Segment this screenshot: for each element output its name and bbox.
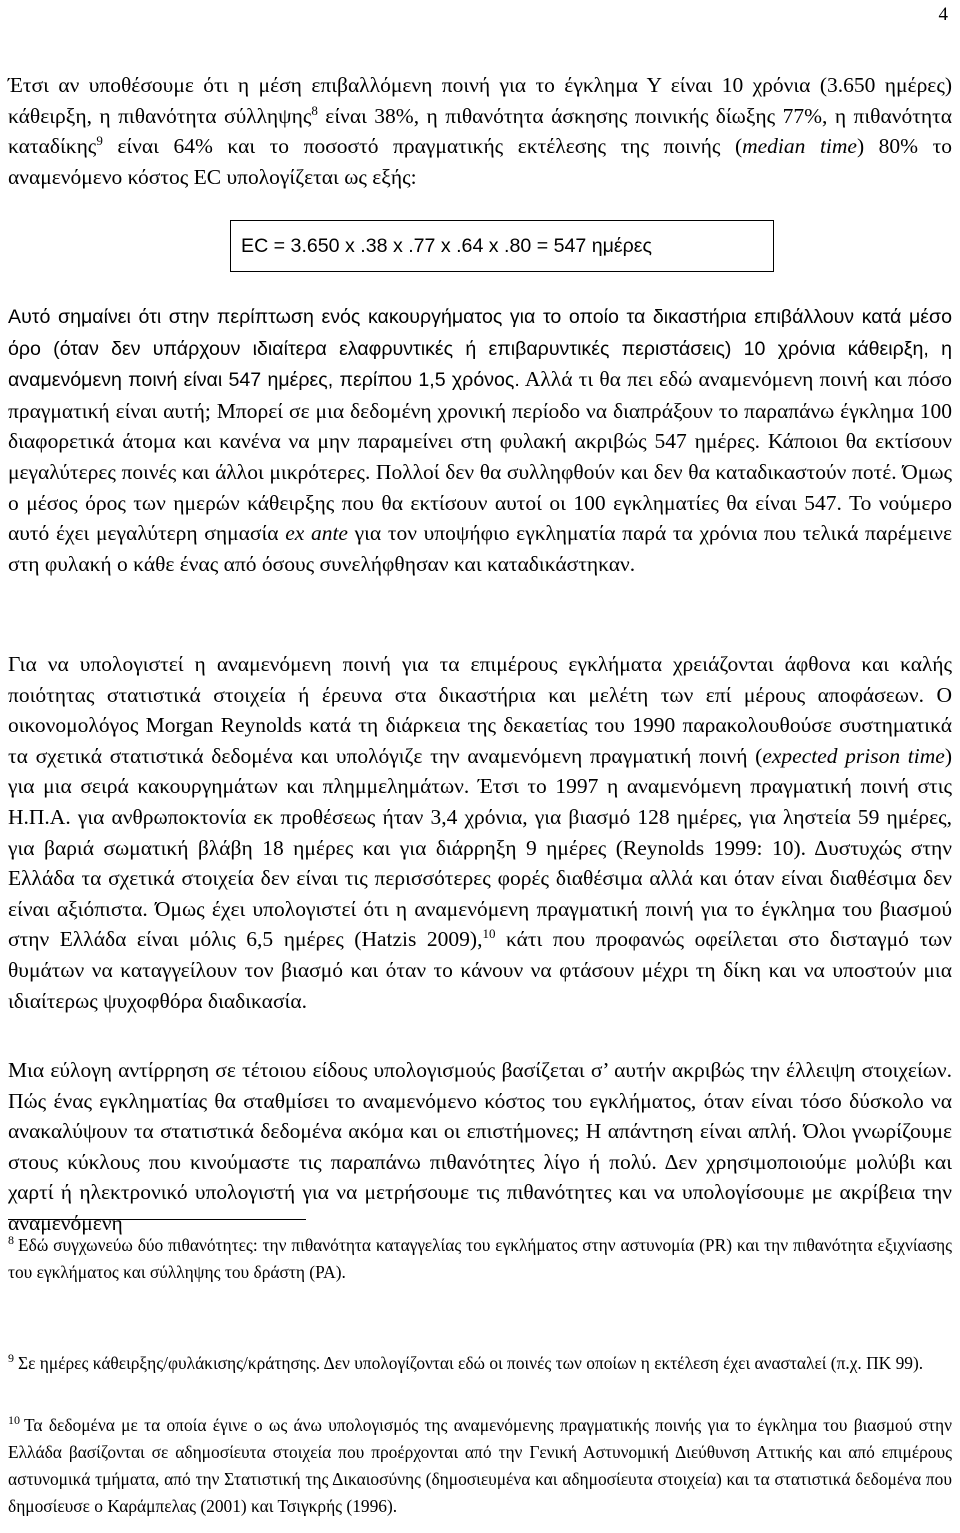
p1-text-a: Έτσι αν υποθέσουμε ότι η μέση επιβαλλόμενη ποινή για το έγκλημα Υ είναι 10 χρόνια (3.650 ημέρες) κάθειρξη, η πιθανότητα σύλληψης (8, 73, 952, 128)
p1-text-d: ) 80% το αναμενόμενο κόστος EC υπολογίζεται ως εξής: (8, 134, 953, 189)
footnote-number: 8 (8, 1233, 14, 1247)
p3-text-c: κάτι που προφανώς οφείλεται στο δισταγμό των θυμάτων να καταγγείλουν τον βιασμό και όταν το κάνουν να φτάσουν μέχρι τη δίκη και να υποστούν μια ιδιαίτερως ψυχοφθόρα διαδικασία. (8, 927, 952, 1013)
footnote-10 (8, 1412, 952, 1520)
footnote-ref-10[interactable]: 10 (482, 926, 496, 942)
p1-text-c: είναι 64% και το ποσοστό πραγματικής εκτέλεσης της ποινής ( (102, 134, 743, 159)
equation-text: EC = 3.650 x .38 x .77 x .64 x .80 = 547 ημέρες (241, 234, 652, 257)
equation-box (230, 220, 774, 272)
footnote-number: 9 (8, 1351, 14, 1365)
paragraph-4 (8, 1055, 952, 1239)
p2-text-a: Αυτό σημαίνει ότι στην περίπτωση ενός κακουργήματος για το οποίο τα δικαστήρια επιβάλλουν κατά μέσο όρο (όταν δεν υπάρχουν ιδιαίτερα ελαφρυντικές ή επιβαρυντικές περιστάσεις) 10 χρόνια κάθειρξη, η αναμενόμενη ποινή είναι 547 ημέρες, περίπου 1,5 χρόνος. (8, 306, 952, 392)
page-number: 4 (938, 4, 948, 25)
paragraph-2 (8, 301, 952, 579)
p1-italic-median-time: median time (742, 134, 857, 159)
footnote-text: Εδώ συγχωνεύω δύο πιθανότητες: την πιθανότητα καταγγελίας του εγκλήματος στην αστυνομία (PR) και την πιθανότητα εξιχνίασης του εγκλήματος και σύλληψης του δράστη (PA). (8, 1235, 952, 1282)
p2-text-c: για τον υποψήφιο εγκληματία παρά τα χρόνια που τελικά παρέμεινε στη φυλακή ο κάθε ένας από όσους συνελήφθησαν και καταδικάστηκαν. (8, 521, 952, 576)
footnote-ref-9[interactable]: 9 (96, 133, 103, 149)
p3-italic-expected-prison-time: expected prison time (762, 743, 945, 768)
p2-italic-ex-ante: ex ante (285, 521, 348, 546)
p4-text: Μια εύλογη αντίρρηση σε τέτοιου είδους υπολογισμούς βασίζεται σ’ αυτήν ακριβώς την έλλειψη στοιχείων. Πώς ένας εγκληματίας θα σταθμίσει το αναμενόμενο κόστος του εγκλήματος, όταν είναι τόσο δύσκολο να ανακαλύψουν τα στατιστικά δεδομένα ακόμα και οι επιστήμονες; Η απάντηση είναι απλή. Όλοι γνωρίζουμε στους κύκλους που κινούμαστε τις παραπάνω πιθανότητες λίγο ή πολύ. Δεν χρησιμοποιούμε μολύβι και χαρτί ή ηλεκτρονικό υπολογιστή για να μετρήσουμε τις πιθανότητες και να υπολογίσουμε με ακρίβεια την αναμενόμενη (8, 1058, 952, 1235)
footnote-8 (8, 1232, 952, 1286)
paragraph-3 (8, 649, 952, 1016)
footnote-text: Τα δεδομένα με τα οποία έγινε ο ως άνω υπολογισμός της αναμενόμενης πραγματικής ποινής για το έγκλημα του βιασμού στην Ελλάδα βασίζονται σε αδημοσίευτα στοιχεία που προέρχονται από την Γενική Αστυνομική Διεύθυνση Αττικής και από επιμέρους αστυνομικά τμήματα, από την Στατιστική της Δικαιοσύνης (δημοσιευμένα και αδημοσίευτα στοιχεία) και τα στατιστικά δεδομένα που δημοσίευσε ο Καράμπελας (2001) και Τσιγκρής (1996). (8, 1415, 952, 1516)
p2-text-b: Αλλά τι θα πει εδώ αναμενόμενη ποινή και πόσο πραγματική είναι αυτή; Μπορεί σε μια δεδομένη χρονική περίοδο να διαπράξουν το παραπάνω έγκλημα 100 διαφορετικά άτομα και κανένα να μην παραμείνει στη φυλακή ακριβώς 547 ημέρες. Κάποιοι θα εκτίσουν μεγαλύτερες ποινές και άλλοι μικρότερες. Πολλοί δεν θα συλληφθούν και δεν θα καταδικαστούν ποτέ. Όμως ο μέσος όρος των ημερών κάθειρξης που θα εκτίσουν αυτοί οι 100 εγκληματίες θα είναι 547. Το νούμερο αυτό έχει μεγαλύτερη σημασία (8, 367, 952, 546)
footnote-text: Σε ημέρες κάθειρξης/φυλάκισης/κράτησης. Δεν υπολογίζονται εδώ οι ποινές των οποίων η εκτέλεση έχει ανασταλεί (π.χ. ΠΚ 99). (18, 1353, 924, 1373)
footnote-9 (8, 1350, 952, 1377)
p3-text-a: Για να υπολογιστεί η αναμενόμενη ποινή για τα επιμέρους εγκλήματα χρειάζονται άφθονα και καλής ποιότητας στατιστικά στοιχεία ή έρευνα στα δικαστήρια και μελέτη των επί μέρους αποφάσεων. Ο οικονομολόγος Morgan Reynolds κατά τη διάρκεια της δεκαετίας του 1990 παρακολουθούσε συστηματικά τα σχετικά στατιστικά δεδομένα και υπολόγιζε την αναμενόμενη πραγματική ποινή ( (8, 652, 952, 768)
footnote-number: 10 (8, 1413, 20, 1427)
footnote-divider (8, 1219, 306, 1220)
paragraph-1 (8, 70, 952, 192)
p3-text-b: ) για μια σειρά κακουργημάτων και πλημμελημάτων. Έτσι το 1997 η αναμενόμενη πραγματική ποινή στις Η.Π.Α. για ανθρωποκτονία εκ προθέσεως ήταν 3,4 χρόνια, για βιασμό 128 ημέρες, για ληστεία 59 ημέρες, για βαριά σωματική βλάβη 18 ημέρες και για διάρρηξη 9 ημέρες (Reynolds 1999: 10). Δυστυχώς στην Ελλάδα τα σχετικά στοιχεία δεν είναι τις περισσότερες φορές διαθέσιμα αλλά και όταν είναι διαθέσιμα δεν είναι αξιόπιστα. Όμως έχει υπολογιστεί ότι η αναμενόμενη πραγματική ποινή για το έγκλημα του βιασμού στην Ελλάδα είναι μόλις 6,5 ημέρες (Hatzis 2009), (8, 743, 952, 952)
footnote-ref-8[interactable]: 8 (311, 102, 318, 118)
p1-text-b: είναι 38%, η πιθανότητα άσκησης ποινικής δίωξης 77%, η πιθανότητα καταδίκης (8, 103, 952, 159)
